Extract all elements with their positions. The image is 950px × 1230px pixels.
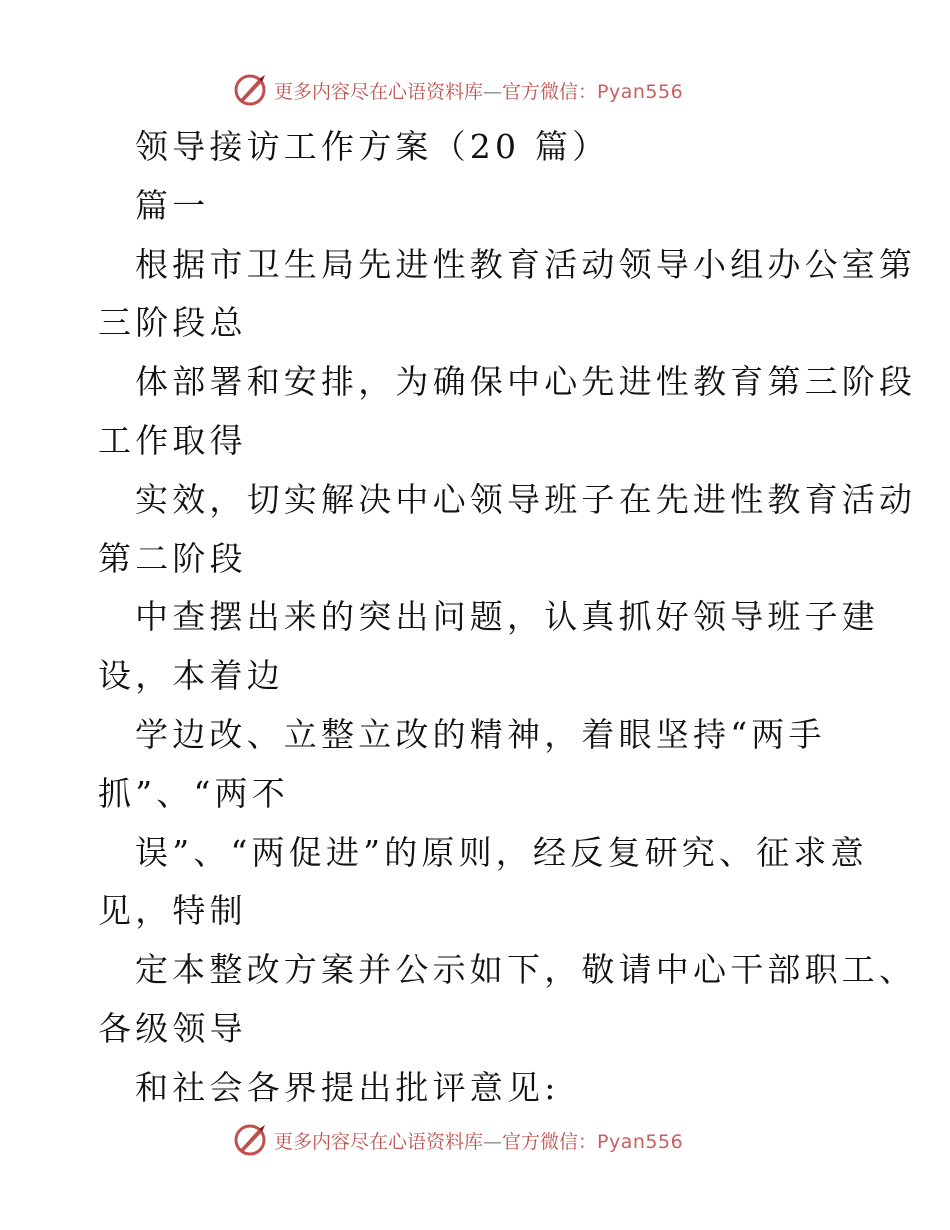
document-body bbox=[98, 118, 917, 1118]
footer-watermark bbox=[232, 1122, 752, 1158]
paragraph-line: 体部署和安排，为确保中心先进性教育第三阶段 bbox=[135, 362, 917, 402]
paragraph-line: 误”、“两促进”的原则，经反复研究、征求意 bbox=[135, 832, 868, 872]
paragraph-line: 工作取得 bbox=[98, 420, 247, 460]
quill-logo-icon bbox=[232, 1122, 268, 1158]
paragraph-line: 第二阶段 bbox=[98, 538, 247, 578]
paragraph-line: 三阶段总 bbox=[98, 303, 247, 343]
header-watermark bbox=[232, 72, 752, 108]
watermark-text: 更多内容尽在心语资料库—官方微信：Pyan556 bbox=[274, 80, 684, 103]
paragraph-line: 定本整改方案并公示如下，敬请中心干部职工、 bbox=[135, 950, 917, 990]
quill-logo-icon bbox=[232, 72, 268, 108]
paragraph-line: 实效，切实解决中心领导班子在先进性教育活动 bbox=[135, 479, 917, 519]
document-title: 领导接访工作方案（20 篇） bbox=[135, 127, 610, 166]
paragraph-line: 设，本着边 bbox=[98, 656, 284, 696]
paragraph-line: 根据市卫生局先进性教育活动领导小组办公室第 bbox=[135, 244, 917, 284]
paragraph-line: 和社会各界提出批评意见: bbox=[135, 1067, 560, 1107]
paragraph-line: 各级领导 bbox=[98, 1008, 247, 1048]
paragraph-line: 学边改、立整立改的精神，着眼坚持“两手 bbox=[135, 714, 826, 754]
paragraph-line: 中查摆出来的突出问题，认真抓好领导班子建 bbox=[135, 597, 879, 637]
paragraph-line: 抓”、“两不 bbox=[98, 773, 289, 813]
section-heading: 篇一 bbox=[135, 185, 210, 225]
paragraph-line: 见，特制 bbox=[98, 891, 247, 931]
watermark-text: 更多内容尽在心语资料库—官方微信：Pyan556 bbox=[274, 1130, 684, 1153]
